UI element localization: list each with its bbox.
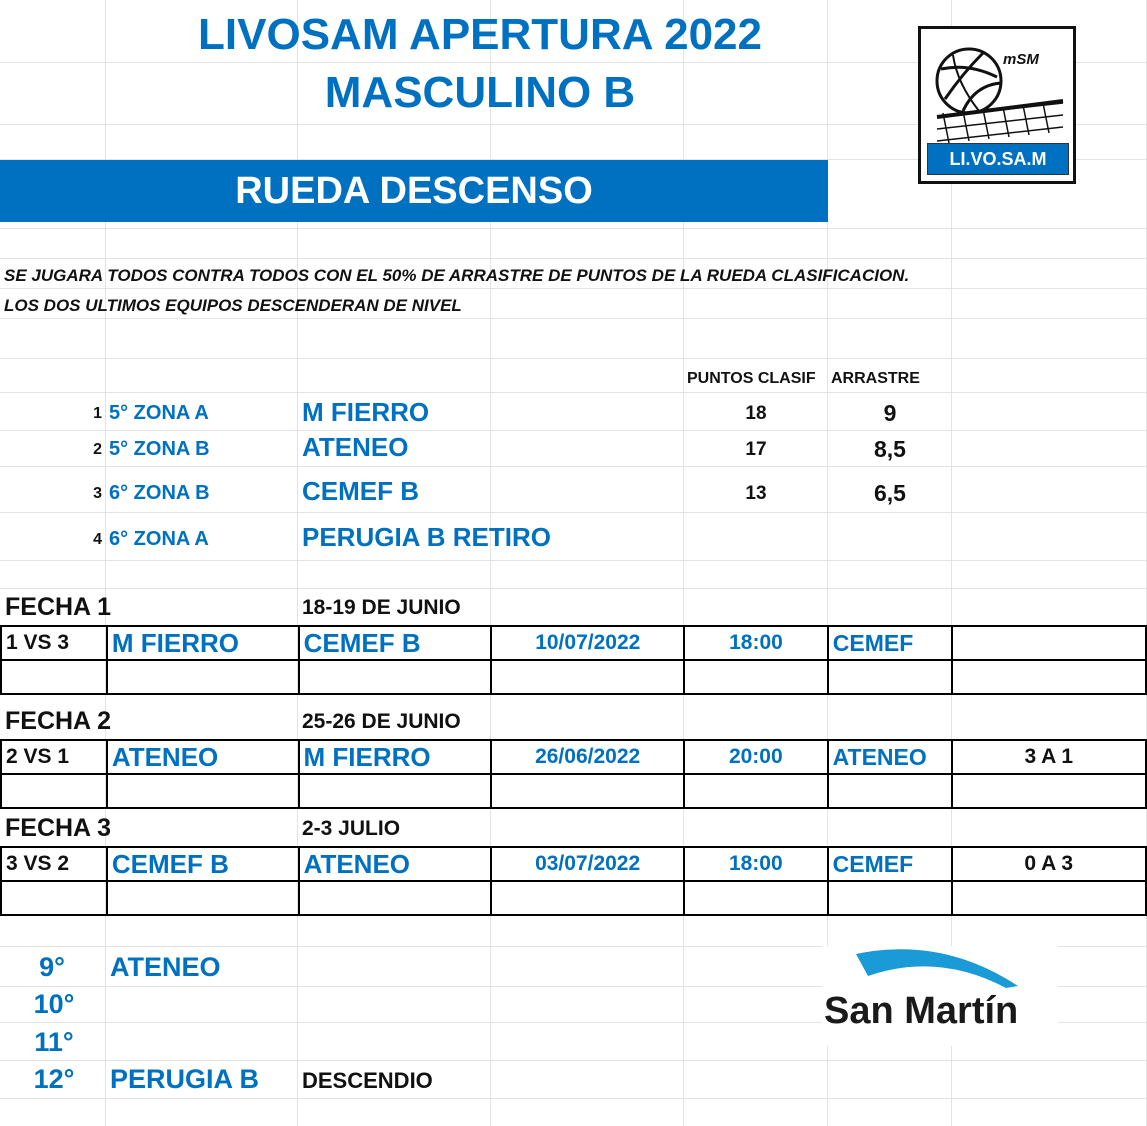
livosam-logo (918, 26, 1076, 184)
home-team: M FIERRO (107, 626, 299, 660)
section-banner: RUEDA DESCENSO (0, 160, 828, 222)
fecha-dates: 18-19 DE JUNIO (302, 596, 461, 619)
arc-icon (822, 946, 1058, 996)
relegated-note: DESCENDIO (302, 1068, 433, 1093)
match-date: 10/07/2022 (491, 626, 684, 660)
match-venue: CEMEF (828, 847, 952, 881)
page-title: LIVOSAM APERTURA 2022 (198, 10, 762, 59)
fecha-label: FECHA 3 (5, 814, 112, 842)
match-row: 1 VS 3 M FIERRO CEMEF B 10/07/2022 18:00 CEMEF (1, 626, 1146, 660)
team-name: PERUGIA B RETIRO (302, 522, 551, 552)
match-time: 20:00 (684, 740, 828, 774)
rules-note-1: SE JUGARA TODOS CONTRA TODOS CON EL 50% DE ARRASTRE DE PUNTOS DE LA RUEDA CLASIFICACION. (4, 266, 910, 285)
away-team: ATENEO (299, 847, 492, 881)
zone-label: 5° ZONA B (109, 438, 210, 460)
points-value: 18 (745, 403, 767, 424)
points-value: 17 (745, 439, 767, 460)
zone-label: 6° ZONA B (109, 482, 210, 504)
fecha-dates: 25-26 DE JUNIO (302, 710, 461, 733)
sponsor-name: San Martín (824, 990, 1019, 1032)
match-table (0, 846, 1147, 916)
match-table (0, 739, 1147, 809)
col-points-header: PUNTOS CLASIF (687, 370, 816, 387)
match-table (0, 625, 1147, 695)
team-name: ATENEO (302, 432, 409, 462)
zone-label: 6° ZONA A (109, 528, 209, 550)
carry-value: 8,5 (874, 436, 906, 462)
volleyball-icon (923, 33, 1073, 143)
match-result: 3 A 1 (952, 740, 1146, 774)
position-label: 11° (34, 1027, 74, 1057)
match-row: 3 VS 2 CEMEF B ATENEO 03/07/2022 18:00 CEMEF 0 A 3 (1, 847, 1146, 881)
match-venue: ATENEO (828, 740, 952, 774)
away-team: M FIERRO (299, 740, 492, 774)
team-name: CEMEF B (302, 476, 419, 506)
carry-value: 6,5 (874, 480, 906, 506)
team-name: M FIERRO (302, 397, 430, 427)
position-label: 12° (33, 1064, 75, 1094)
fecha-label: FECHA 1 (5, 593, 112, 621)
match-date: 26/06/2022 (491, 740, 684, 774)
match-venue: CEMEF (828, 626, 952, 660)
away-team: CEMEF B (299, 626, 492, 660)
carry-value: 9 (883, 400, 897, 426)
col-carry-header: ARRASTRE (831, 370, 920, 387)
logo-label: LI.VO.SA.M (927, 143, 1069, 175)
position-team: PERUGIA B (110, 1064, 260, 1094)
match-result: 0 A 3 (952, 847, 1147, 881)
fecha-label: FECHA 2 (5, 707, 112, 735)
position-label: 9° (39, 952, 65, 982)
match-result (952, 626, 1146, 660)
match-time: 18:00 (684, 626, 828, 660)
points-value: 13 (745, 483, 767, 504)
san-martin-logo (822, 946, 1058, 1046)
match-time: 18:00 (684, 847, 828, 881)
position-label: 10° (33, 989, 75, 1019)
position-team: ATENEO (110, 952, 221, 982)
zone-label: 5° ZONA A (109, 402, 209, 424)
rules-note-2: LOS DOS ULTIMOS EQUIPOS DESCENDERAN DE NIVEL (4, 296, 462, 315)
match-date: 03/07/2022 (491, 847, 684, 881)
logo-top-text: mSM (1003, 51, 1039, 68)
home-team: ATENEO (107, 740, 299, 774)
match-row: 2 VS 1 ATENEO M FIERRO 26/06/2022 20:00 ATENEO 3 A 1 (1, 740, 1146, 774)
page-subtitle: MASCULINO B (324, 68, 636, 117)
home-team: CEMEF B (107, 847, 299, 881)
fecha-dates: 2-3 JULIO (302, 817, 401, 840)
